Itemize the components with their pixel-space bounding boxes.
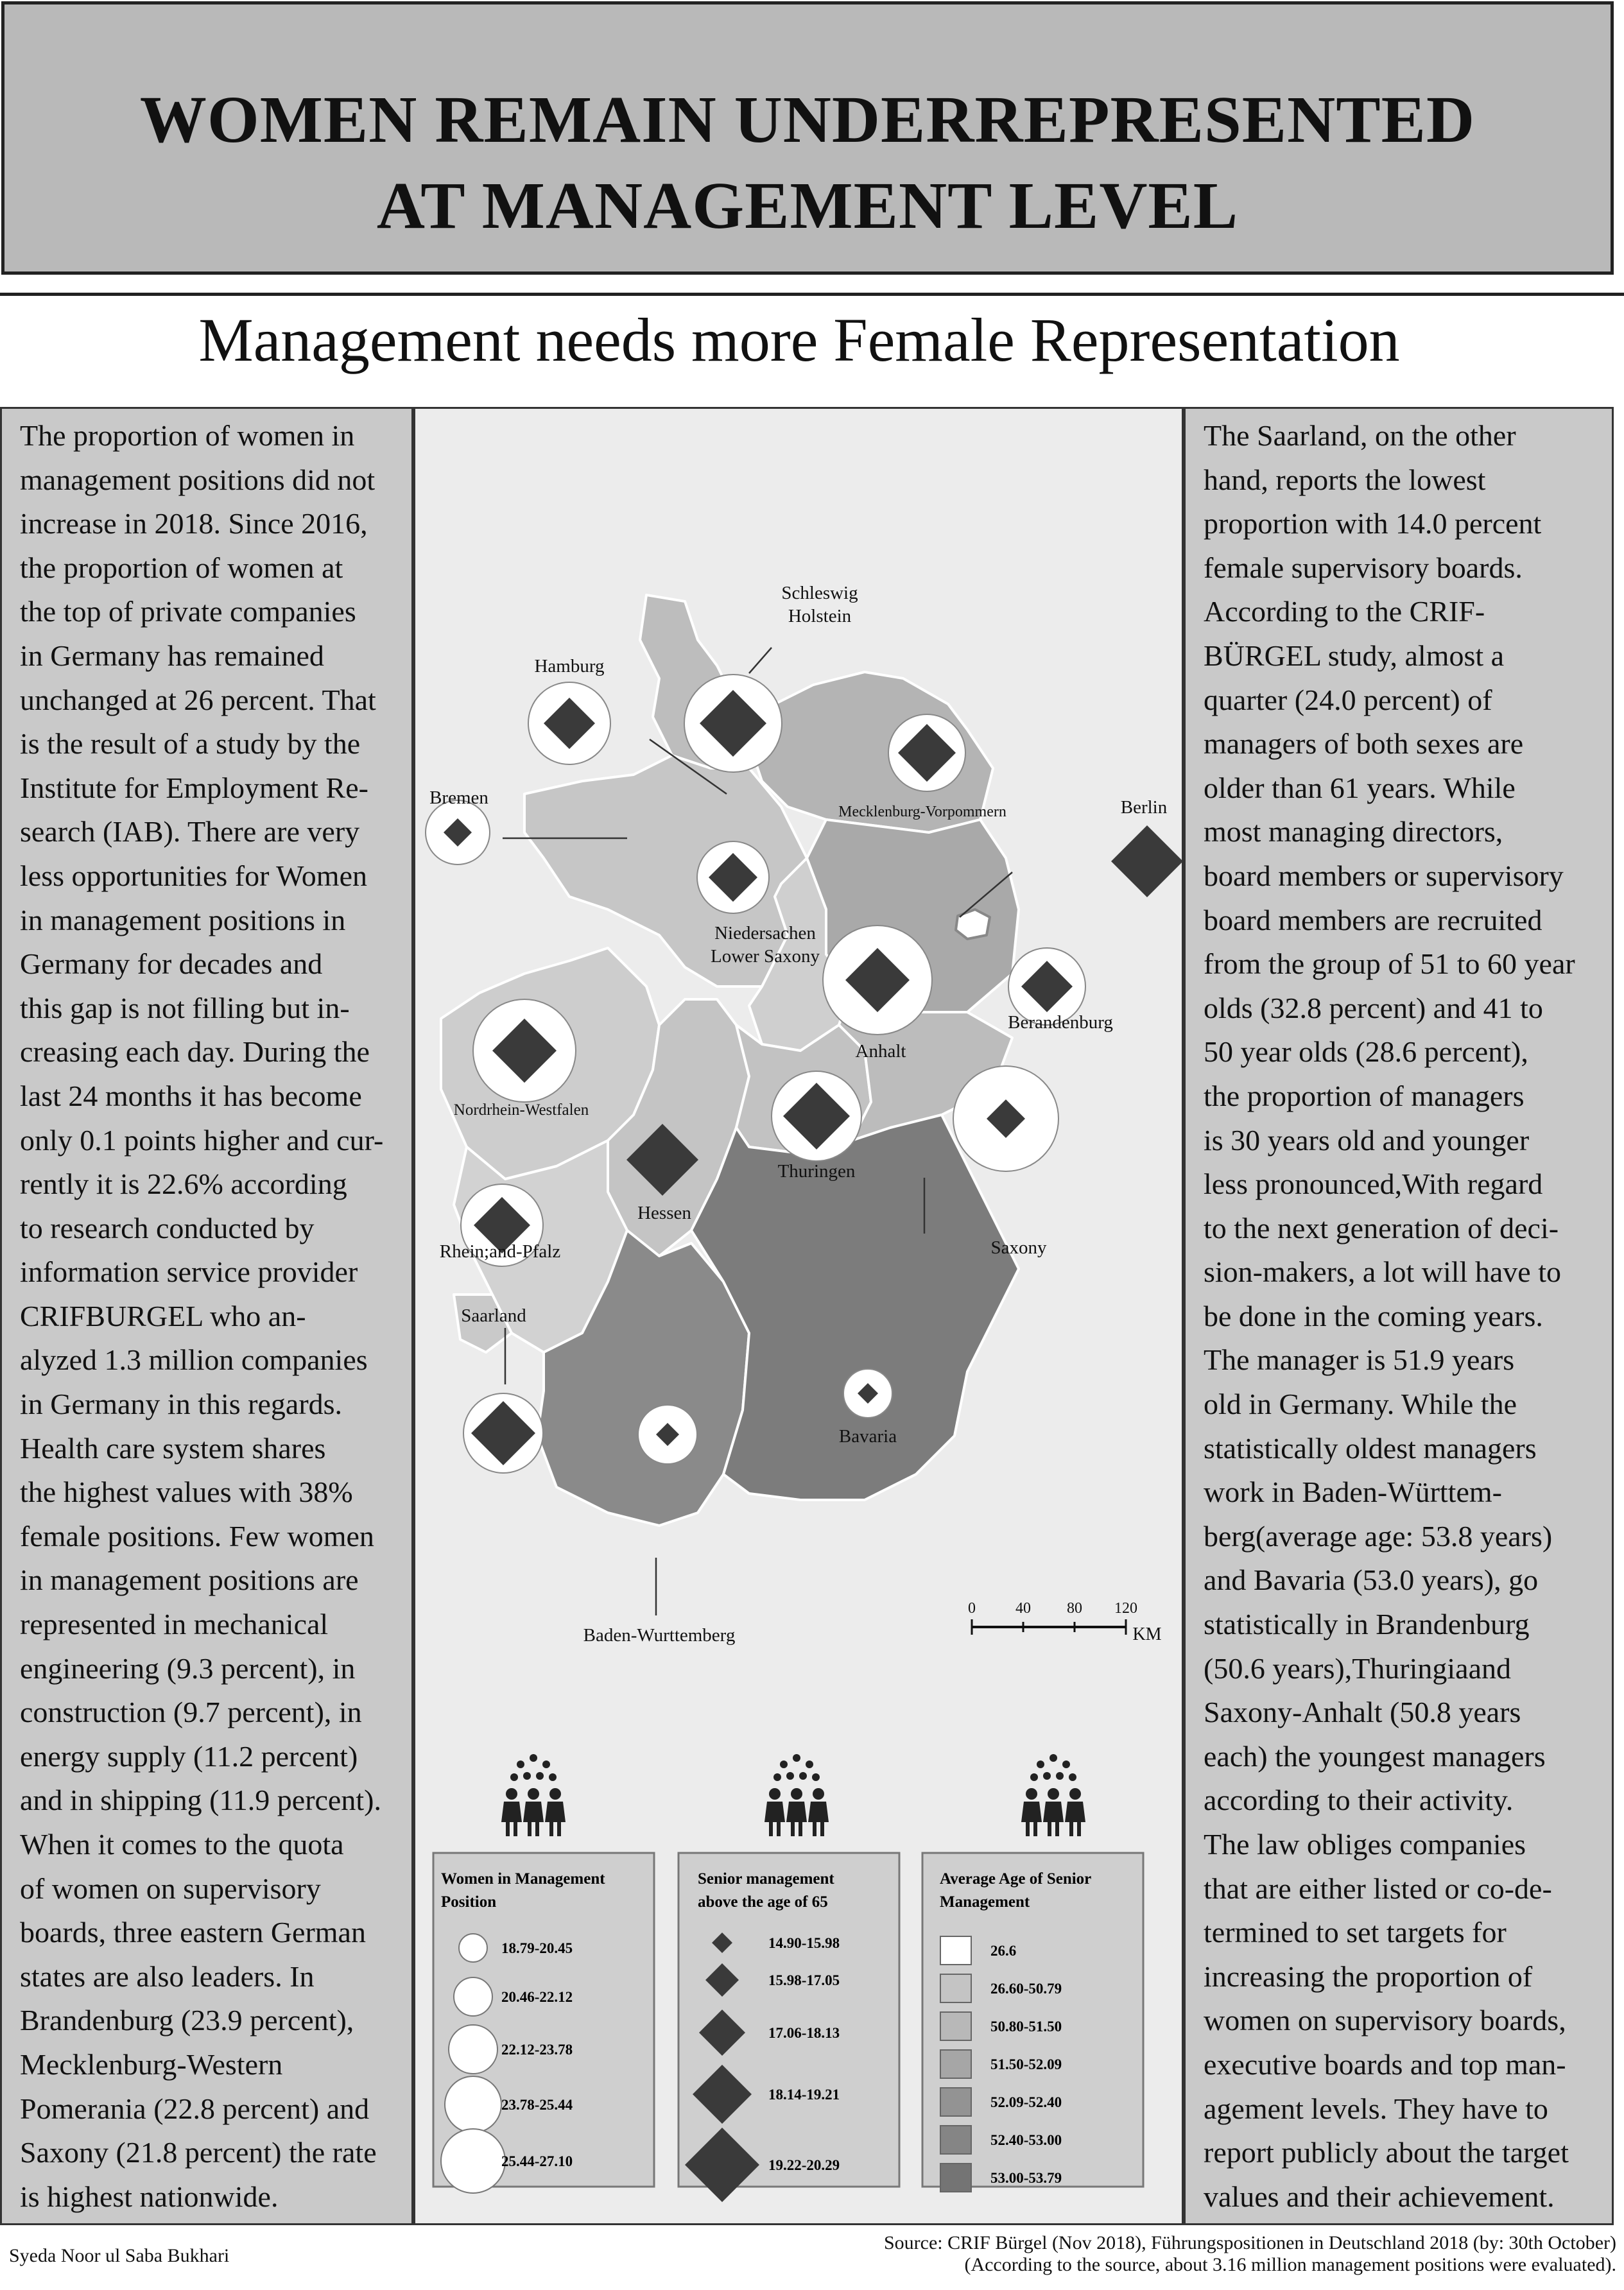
- text-line: only 0.1 points higher and cur-: [20, 1123, 384, 1157]
- scale-tick-80: 80: [1067, 1600, 1082, 1617]
- legend-age-swatch: [940, 1974, 971, 2002]
- text-line: according to their activity.: [1204, 1784, 1514, 1817]
- text-line: female supervisory boards.: [1204, 551, 1523, 584]
- label-schleswig-2: Holstein: [788, 606, 852, 626]
- text-line: statistically in Brandenburg: [1204, 1608, 1530, 1641]
- scale-tick-40: 40: [1015, 1600, 1031, 1617]
- left-paragraph: [20, 414, 383, 2219]
- text-line: to the next generation of deci-: [1204, 1211, 1559, 1244]
- text-line: management positions did not: [20, 463, 376, 496]
- label-rheinland-pfalz: Rhein;and-Pfalz: [439, 1241, 561, 1262]
- text-line: is 30 years old and younger: [1204, 1123, 1530, 1157]
- text-line: in management positions in: [20, 903, 346, 936]
- text-line: hand, reports the lowest: [1204, 463, 1486, 496]
- text-line: last 24 months it has become: [20, 1079, 362, 1112]
- text-line: the proportion of women at: [20, 551, 343, 584]
- symbol-diamond-berlin[interactable]: [1111, 825, 1182, 897]
- text-line: proportion with 14.0 percent: [1204, 507, 1542, 540]
- source-line-2: (According to the source, about 3.16 million management positions were evaluated).: [964, 2254, 1616, 2275]
- header-rule: [0, 293, 1624, 296]
- legend-age-label: 51.50-52.09: [990, 2056, 1062, 2072]
- source-line-1: Source: CRIF Bürgel (Nov 2018), Führungspositionen in Deutschland 2018 (by: 30th October): [884, 2232, 1616, 2253]
- text-line: and Bavaria (53.0 years), go: [1204, 1563, 1539, 1597]
- text-line: alyzed 1.3 million companies: [20, 1343, 368, 1377]
- text-line: berg(average age: 53.8 years): [1204, 1519, 1553, 1553]
- legend-senior-label: 17.06-18.13: [768, 2025, 840, 2041]
- text-line: this gap is not filling but in-: [20, 991, 350, 1024]
- text-line: board members or supervisory: [1204, 859, 1564, 892]
- source-note: [884, 2232, 1616, 2276]
- text-line: less opportunities for Women: [20, 859, 367, 892]
- text-line: older than 61 years. While: [1204, 771, 1516, 804]
- text-line: each) the youngest managers: [1204, 1739, 1546, 1773]
- germany-map: [415, 409, 1182, 2223]
- legend-women: [433, 1853, 654, 2193]
- title-banner: [1, 1, 1614, 275]
- legend-women-label: 22.12-23.78: [501, 2042, 573, 2058]
- legend-women-title-2: Position: [441, 1893, 497, 1911]
- text-line: unchanged at 26 percent. That: [20, 683, 376, 716]
- text-line: Saxony-Anhalt (50.8 years: [1204, 1696, 1521, 1729]
- text-line: in Germany has remained: [20, 639, 324, 672]
- legend-age-label: 53.00-53.79: [990, 2170, 1062, 2186]
- label-hessen: Hessen: [637, 1203, 691, 1223]
- text-line: agement levels. They have to: [1204, 2092, 1548, 2125]
- text-line: from the group of 51 to 60 year: [1204, 947, 1575, 981]
- text-line: in Germany in this regards.: [20, 1388, 343, 1421]
- text-line: is highest nationwide.: [20, 2180, 279, 2213]
- label-bavaria: Bavaria: [838, 1426, 897, 1447]
- right-paragraph: [1204, 414, 1575, 2219]
- text-line: The Saarland, on the other: [1204, 419, 1516, 452]
- label-niedersachsen-1: Niedersachen: [714, 923, 816, 943]
- text-line: increasing the proportion of: [1204, 1959, 1533, 1993]
- legend-age: [922, 1853, 1143, 2192]
- state-berlin[interactable]: [956, 909, 990, 939]
- legend-senior-label: 18.14-19.21: [768, 2087, 840, 2103]
- text-line: According to the CRIF-: [1204, 595, 1485, 628]
- legend-women-circle: [459, 1934, 487, 1962]
- label-brandenburg: Berandenburg: [1008, 1012, 1113, 1033]
- text-line: termined to set targets for: [1204, 1916, 1507, 1949]
- text-line: the highest values with 38%: [20, 1476, 353, 1509]
- text-line: board members are recruited: [1204, 903, 1542, 936]
- text-line: When it comes to the quota: [20, 1828, 344, 1861]
- people-icon: [501, 1754, 566, 1836]
- text-line: represented in mechanical: [20, 1608, 329, 1641]
- text-line: Pomerania (22.8 percent) and: [20, 2092, 370, 2125]
- legend-age-label: 50.80-51.50: [990, 2019, 1062, 2035]
- text-line: 50 year olds (28.6 percent),: [1204, 1035, 1528, 1069]
- text-line: managers of both sexes are: [1204, 727, 1524, 761]
- legend-women-circle: [454, 1977, 492, 2016]
- text-line: engineering (9.3 percent), in: [20, 1651, 356, 1685]
- legend-women-label: 23.78-25.44: [501, 2097, 573, 2113]
- legend-age-label: 52.40-53.00: [990, 2132, 1062, 2148]
- text-line: most managing directors,: [1204, 815, 1503, 848]
- text-line: quarter (24.0 percent) of: [1204, 683, 1492, 716]
- text-line: Mecklenburg-Western: [20, 2047, 283, 2081]
- legend-women-label: 20.46-22.12: [501, 1989, 573, 2005]
- label-saarland: Saarland: [461, 1305, 526, 1326]
- text-line: values and their achievement.: [1204, 2180, 1555, 2213]
- legend-age-swatch: [940, 2126, 971, 2154]
- legend-age-label: 52.09-52.40: [990, 2094, 1062, 2110]
- right-text-column: [1184, 407, 1614, 2225]
- legend-women-circle: [445, 2076, 501, 2133]
- legend-women-circle: [441, 2129, 505, 2193]
- legend-senior-label: 14.90-15.98: [768, 1935, 840, 1951]
- legend-age-title-1: Average Age of Senior: [940, 1870, 1092, 1888]
- text-line: be done in the coming years.: [1204, 1299, 1543, 1332]
- text-line: Germany for decades and: [20, 947, 323, 981]
- label-anhalt: Anhalt: [855, 1041, 906, 1062]
- text-line: is the result of a study by the: [20, 727, 361, 761]
- text-line: creasing each day. During the: [20, 1035, 370, 1069]
- legend-age-label: 26.60-50.79: [990, 1981, 1062, 1997]
- legend-age-label: 26.6: [990, 1943, 1017, 1959]
- label-schleswig-1: Schleswig: [781, 583, 858, 603]
- text-line: report publicly about the target: [1204, 2136, 1569, 2169]
- scale-unit: KM: [1132, 1624, 1162, 1644]
- scale-bar: [968, 1600, 1162, 1644]
- people-icon: [1021, 1754, 1085, 1836]
- scale-tick-120: 120: [1114, 1600, 1137, 1617]
- text-line: The proportion of women in: [20, 419, 355, 452]
- legend-women-title-1: Women in Management: [441, 1870, 605, 1888]
- text-line: information service provider: [20, 1255, 358, 1289]
- label-niedersachsen-2: Lower Saxony: [711, 946, 820, 967]
- text-line: boards, three eastern German: [20, 1916, 366, 1949]
- legend-senior-title-1: Senior management: [698, 1870, 834, 1888]
- text-line: construction (9.7 percent), in: [20, 1696, 362, 1729]
- legend-women-label: 18.79-20.45: [501, 1940, 573, 1956]
- label-nrw: Nordrhein-Westfalen: [453, 1101, 589, 1119]
- title-line-1: WOMEN REMAIN UNDERREPRESENTED: [139, 83, 1476, 157]
- legend-age-swatch: [940, 2088, 971, 2116]
- map-panel: [413, 407, 1184, 2225]
- label-saxony: Saxony: [990, 1237, 1047, 1258]
- text-line: Health care system shares: [20, 1431, 326, 1465]
- text-line: Brandenburg (23.9 percent),: [20, 2004, 354, 2037]
- text-line: CRIFBURGEL who an-: [20, 1299, 306, 1332]
- text-line: The law obliges companies: [1204, 1828, 1526, 1861]
- legend-women-label: 25.44-27.10: [501, 2153, 573, 2169]
- legend-senior-label: 15.98-17.05: [768, 1972, 840, 1988]
- text-line: women on supervisory boards,: [1204, 2004, 1566, 2037]
- label-bremen: Bremen: [429, 788, 488, 808]
- label-berlin: Berlin: [1120, 797, 1168, 818]
- text-line: increase in 2018. Since 2016,: [20, 507, 368, 540]
- text-line: Institute for Employment Re-: [20, 771, 368, 804]
- subtitle: Management needs more Female Representation: [198, 306, 1400, 374]
- label-hamburg: Hamburg: [534, 656, 605, 676]
- text-line: The manager is 51.9 years: [1204, 1343, 1515, 1377]
- text-line: old in Germany. While the: [1204, 1388, 1517, 1421]
- text-line: the top of private companies: [20, 595, 356, 628]
- text-line: states are also leaders. In: [20, 1959, 315, 1993]
- legend-senior: [678, 1853, 899, 2202]
- text-line: search (IAB). There are very: [20, 815, 360, 848]
- author-credit: Syeda Noor ul Saba Bukhari: [9, 2245, 230, 2266]
- legend-women-circle: [449, 2025, 497, 2074]
- legend-senior-title-2: above the age of 65: [698, 1893, 828, 1911]
- text-line: executive boards and top man-: [1204, 2047, 1566, 2081]
- label-thuringen: Thuringen: [777, 1161, 856, 1182]
- text-line: to research conducted by: [20, 1211, 315, 1244]
- text-line: work in Baden-Württem-: [1204, 1476, 1502, 1509]
- text-line: statistically oldest managers: [1204, 1431, 1537, 1465]
- text-line: female positions. Few women: [20, 1519, 374, 1553]
- left-text-column: [0, 407, 413, 2225]
- text-line: and in shipping (11.9 percent).: [20, 1784, 381, 1817]
- text-line: energy supply (11.2 percent): [20, 1739, 358, 1773]
- legend-age-swatch: [940, 1936, 971, 1965]
- text-line: that are either listed or co-de-: [1204, 1872, 1552, 1905]
- text-line: in management positions are: [20, 1563, 359, 1597]
- text-line: of women on supervisory: [20, 1872, 321, 1905]
- text-line: olds (32.8 percent) and 41 to: [1204, 991, 1543, 1024]
- text-line: BÜRGEL study, almost a: [1204, 639, 1505, 672]
- legend-age-swatch: [940, 2164, 971, 2192]
- people-icon: [764, 1754, 829, 1836]
- label-baden: Baden-Wurttemberg: [583, 1625, 736, 1646]
- scale-tick-0: 0: [968, 1600, 976, 1617]
- text-line: rently it is 22.6% according: [20, 1167, 347, 1201]
- text-line: sion-makers, a lot will have to: [1204, 1255, 1561, 1289]
- text-line: less pronounced,With regard: [1204, 1167, 1543, 1201]
- text-line: (50.6 years),Thuringiaand: [1204, 1651, 1512, 1685]
- legend-senior-label: 19.22-20.29: [768, 2157, 840, 2173]
- title-line-2: AT MANAGEMENT LEVEL: [376, 169, 1239, 243]
- legend-age-swatch: [940, 2012, 971, 2040]
- text-line: the proportion of managers: [1204, 1079, 1525, 1112]
- legend-age-title-2: Management: [940, 1893, 1030, 1911]
- legend-age-swatch: [940, 2050, 971, 2078]
- text-line: Saxony (21.8 percent) the rate: [20, 2136, 377, 2169]
- label-mecklenburg: Mecklenburg-Vorpommern: [838, 804, 1006, 820]
